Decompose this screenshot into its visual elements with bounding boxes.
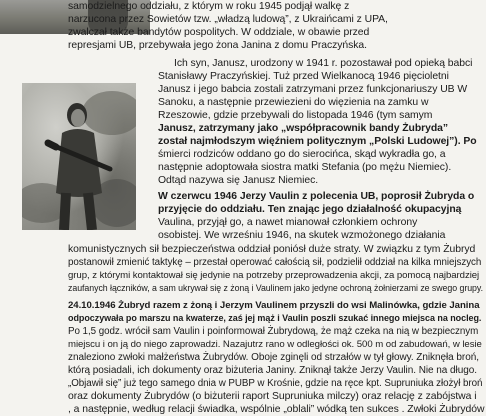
text-line: następnie adoptowała siostra matki Stefania (po mężu Niemiec). [158, 162, 452, 173]
text-line: narzucona przez Sowietów tzw. „władzą ludową”, z Ukraińcami z UPA, [68, 14, 388, 25]
text-line: Sanoku, a następnie przewiezieni do więzienia na zamku w [158, 97, 429, 108]
text-line-bold: Janusz, zatrzymany jako „współpracownik bandy Żubryda” [158, 123, 449, 134]
text-line: oraz dokumenty Żubrydów (o biżuterii raport Supruniuka milczy) oraz relację z zabójstwa i [68, 391, 477, 402]
text-line: osobistej. We wrześniu 1946, na skutek wzmożonego działania [158, 230, 446, 241]
text-line: którą posiadali, ich dokumenty oraz biżuteria Janiny. Zniknął także Jerzy Vaulin. Nie na długo. [68, 365, 477, 376]
text-line: „Objawił się” już tego samego dnia w PUBP w Krośnie, gdzie na ręce kpt. Supruniuka złożył broń [68, 378, 483, 389]
text-line: zwalczał także bandytów pospolitych. W oddziale, w obawie przed [68, 27, 370, 38]
text-line-bold: W czerwcu 1946 Jerzy Vaulin z polecenia UB, poprosił Żubryda o [158, 191, 475, 202]
text-line: Vaulina, przyjął go, a nawet mianował członkiem ochrony [158, 217, 418, 228]
text-line: zaufanych łączników, a sam ukrywał się z żoną i Vaulinem jako jedyne ochroną żołnierzami ze swego grupy. [68, 283, 483, 293]
text-line: Janusz i jego babcia zostali zatrzymani przez funkcjonariuszy UB W [158, 84, 468, 95]
text-line: miejscu i on ją do niego zaprowadzi. Nazajutrz rano w odległości ok. 500 m od zabudowań, w lesie [68, 339, 482, 350]
text-line: samodzielnego oddziału, z którym w roku 1945 podjął walkę z [68, 1, 350, 12]
text-line: represjami UB, przebywała jego żona Janina z domu Praczyńska. [68, 40, 367, 51]
text-line: postanowił zmienić taktykę – przestał operować całością sił, podzielił oddział na kilka mniejszych [68, 257, 482, 268]
text-line: Odtąd nazywa się Janusz Niemiec. [158, 175, 319, 186]
text-line: komunistycznych sił bezpieczeństwa oddział poniósł duże straty. W związku z tym Żubryd [68, 244, 476, 255]
text-line: Stanisławy Praczyńskiej. Tuż przed Wielkanocą 1946 pięcioletni [158, 71, 449, 82]
text-line-bold: przyjęcie do oddziału. Ten znając jego działalność okupacyjną [158, 204, 462, 215]
text-line: grup, z którymi kontaktował się jedynie na potrzeby przeprowadzenia akcji, za pomocą najbardziej [68, 270, 480, 281]
text-line: Rzeszowie, gdzie przebywali do listopada 1946 (tym samym [158, 110, 433, 121]
text-line: Ich syn, Janusz, urodzony w 1941 r. pozostawał pod opieką babci [174, 58, 473, 69]
text-line-bold: 24.10.1946 Żubryd razem z żoną i Jerzym Vaulinem przyszli do wsi Malinówka, gdzie Janina [68, 300, 480, 311]
partisan-photo [22, 83, 136, 230]
text-line: , a następnie, według relacji świadka, wspólnie „oblali” wódką ten sukces . Zwłoki Żubrydów [68, 404, 485, 415]
text-line: śmierci rodziców oddano go do sierocińca, skąd wykradła go, a [158, 149, 446, 160]
text-line-bold: odpoczywała po marszu na kwaterze, zaś jej mąż i Vaulin poszli szukać innego miejsca na nocleg. [68, 313, 482, 323]
text-line: Po 1,5 godz. wrócił sam Vaulin i poinformował Żubrydową, że mąż czeka na nią w bezpiecznym [68, 326, 479, 337]
text-line-bold: został najmłodszym więźniem politycznym „Polski Ludowej”). Po [158, 136, 477, 147]
text-line: znaleziono zwłoki małżeństwa Żubrydów. Oboje zginęli od strzałów w tył głowy. Zniknęła broń, [68, 352, 479, 363]
